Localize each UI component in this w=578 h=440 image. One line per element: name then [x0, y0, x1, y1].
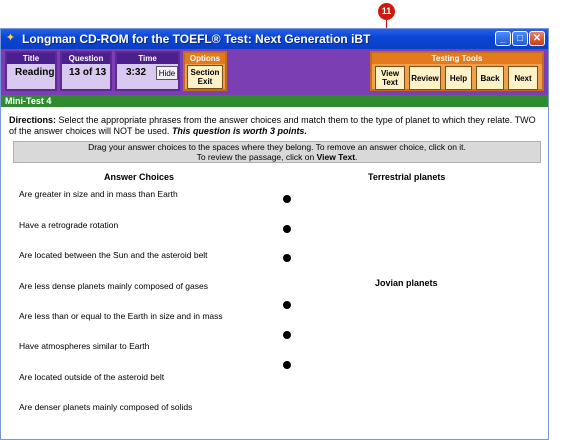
- instructions-view-text: View Text: [316, 152, 356, 162]
- drop-slot[interactable]: [283, 361, 291, 369]
- drop-slot[interactable]: [283, 331, 291, 339]
- answer-choice[interactable]: Are located between the Sun and the asteroid belt: [19, 250, 208, 260]
- answer-choice[interactable]: Are less than or equal to the Earth in size and in mass: [19, 311, 223, 321]
- title-group: [5, 51, 57, 91]
- callout-badge: 11: [378, 3, 395, 20]
- testing-tools-header: Testing Tools: [372, 53, 542, 64]
- directions-lead: Directions:: [9, 115, 57, 125]
- instructions-line2: [14, 152, 540, 162]
- answer-choice[interactable]: Are less dense planets mainly composed of gases: [19, 281, 208, 291]
- answer-choice[interactable]: Have a retrograde rotation: [19, 220, 119, 230]
- drop-slot[interactable]: [283, 195, 291, 203]
- instructions-box: [13, 141, 541, 163]
- close-icon: ✕: [532, 33, 542, 44]
- instructions-line2-suffix: .: [355, 152, 358, 162]
- app-icon: ✦: [5, 32, 16, 44]
- maximize-button[interactable]: [512, 31, 528, 46]
- answer-choice[interactable]: Are greater in size and in mass than Earth: [19, 189, 178, 199]
- drop-slot[interactable]: [283, 301, 291, 309]
- answer-choice[interactable]: Have atmospheres similar to Earth: [19, 341, 150, 351]
- directions-emphasis: This question is worth 3 points.: [171, 126, 307, 136]
- instructions-line1: Drag your answer choices to the spaces where they belong. To remove an answer choice, click on it.: [88, 142, 466, 152]
- drop-slot[interactable]: [283, 254, 291, 262]
- time-value: 3:32: [126, 67, 147, 78]
- answer-choice[interactable]: Are denser planets mainly composed of solids: [19, 402, 193, 412]
- question-value: 13 of 13: [69, 67, 107, 78]
- minimize-button[interactable]: [495, 31, 511, 46]
- testing-tools-group: [370, 51, 544, 91]
- minimize-icon: _: [500, 33, 506, 44]
- question-group: [60, 51, 112, 91]
- title-bar[interactable]: [1, 29, 548, 49]
- maximize-icon: □: [516, 33, 524, 44]
- title-value: Reading: [15, 67, 55, 78]
- time-group: [115, 51, 180, 91]
- answer-choice[interactable]: Are located outside of the asteroid belt: [19, 372, 165, 382]
- hide-time-button[interactable]: Hide: [156, 66, 178, 80]
- view-text-button[interactable]: View Text: [375, 66, 405, 90]
- window-title: Longman CD-ROM for the TOEFL® Test: Next Generation iBT: [22, 32, 371, 46]
- options-group: [183, 51, 227, 91]
- title-header: Title: [7, 53, 55, 64]
- drop-slot[interactable]: [283, 225, 291, 233]
- close-button[interactable]: [529, 31, 545, 46]
- back-button[interactable]: Back: [476, 66, 504, 90]
- review-button[interactable]: Review: [409, 66, 441, 90]
- directions-body: Select the appropriate phrases from the answer choices and match them to the type of planet to which they relate. TWO of the answer choices will NOT be used.: [9, 115, 536, 136]
- next-button[interactable]: Next: [508, 66, 538, 90]
- instructions-line2-prefix: To review the passage, click on: [196, 152, 315, 162]
- options-header: Options: [185, 53, 225, 64]
- time-header: Time: [117, 53, 178, 64]
- jovian-header: Jovian planets: [375, 278, 438, 288]
- app-window: [0, 28, 549, 440]
- toolbar: [1, 49, 548, 95]
- question-header: Question: [62, 53, 110, 64]
- section-exit-button[interactable]: Section Exit: [187, 65, 223, 89]
- answer-choices-header: Answer Choices: [104, 172, 175, 182]
- help-button[interactable]: Help: [445, 66, 472, 90]
- section-bar: Mini-Test 4: [1, 95, 548, 107]
- directions: [9, 115, 539, 137]
- terrestrial-header: Terrestrial planets: [368, 172, 446, 182]
